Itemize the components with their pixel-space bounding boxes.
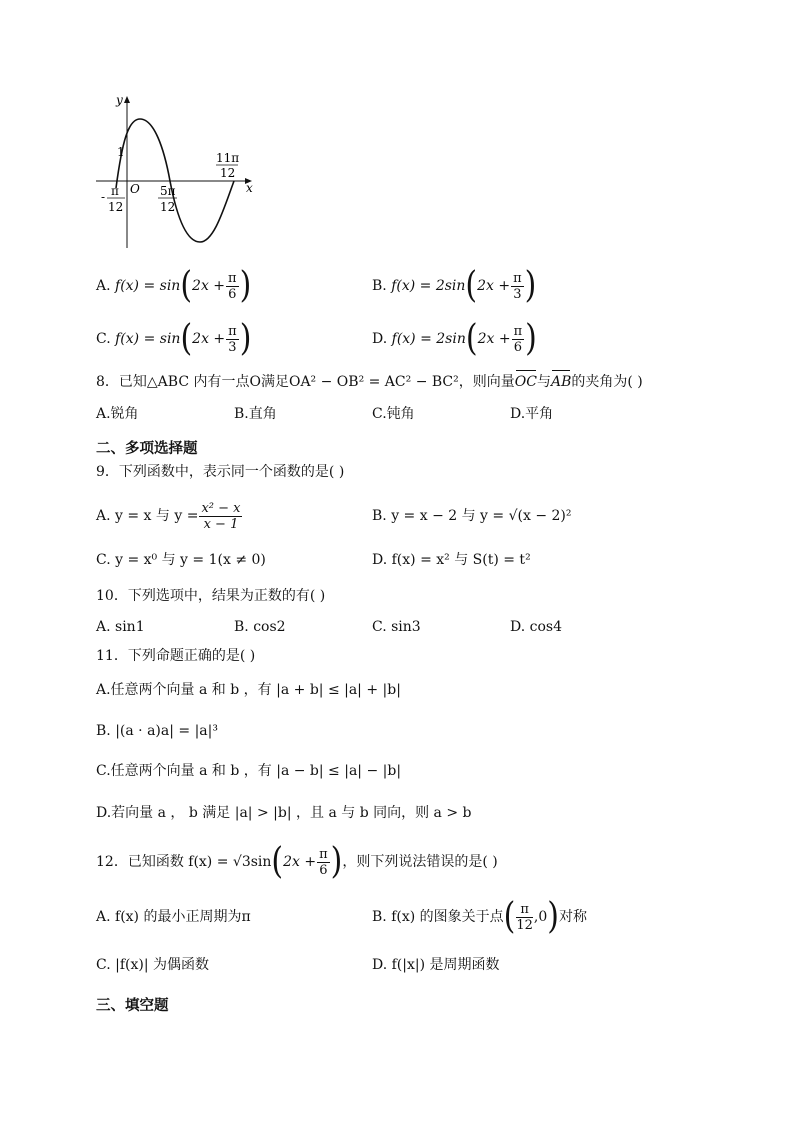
q11-option-c: C.任意两个向量 a 和 b ，有 |a − b| ≤ |a| − |b| <box>96 763 402 779</box>
q12-stem-func: 12．已知函数 f(x) = √3sin <box>96 854 272 870</box>
q8-option-a: A.锐角 <box>96 406 139 422</box>
q10-stem: 10．下列选项中，结果为正数的有( ) <box>96 588 326 604</box>
origin-label: O <box>130 182 140 196</box>
q7-a-num: π <box>228 270 237 286</box>
q10-option-b: B. cos2 <box>234 619 286 635</box>
q7-a-label: A. <box>96 278 111 294</box>
q10-option-a: A. sin1 <box>96 619 145 635</box>
right-root-den: 12 <box>220 166 236 180</box>
q8-stem <box>96 372 643 392</box>
q7-c-num: π <box>228 323 237 339</box>
q12-option-a: A. f(x) 的最小正周期为π <box>96 909 251 925</box>
q12-option-b: B. f(x) 的图象关于点( $\frac{\pi}{12}$ ,0)对称 <box>372 895 587 938</box>
q12-inner: 2x + <box>283 854 317 870</box>
q8-text-3: 的夹角为( ) <box>571 374 643 390</box>
q7-b-num: π <box>513 270 522 286</box>
section-2-title: 二、多项选择题 <box>96 440 198 457</box>
q7-d-label: D. <box>372 331 388 347</box>
q12-option-c: C. |f(x)| 为偶函数 <box>96 957 209 973</box>
q8-vector-oc: OC <box>514 374 537 390</box>
q9-stem: 9．下列函数中，表示同一个函数的是( ) <box>96 464 345 480</box>
q12-b-zero: ,0 <box>533 909 548 925</box>
q11-option-d: D.若向量 a ， b 满足 |a| > |b| ，且 a 与 b 同向，则 a > b <box>96 805 472 821</box>
sine-graph <box>92 88 262 253</box>
q7-option-c: C. f(x) = sin(2x + $\frac{\pi}{3}$ ) <box>96 317 252 360</box>
q7-option-d: D. f(x) = 2sin(2x + $\frac{\pi}{6}$ ) <box>372 317 537 360</box>
q11-option-b: B. |(a · a)a| = |a|³ <box>96 723 218 739</box>
q8-option-c: C.钝角 <box>372 406 415 422</box>
q8-vector-ab: AB <box>550 374 572 390</box>
q7-b-func: f(x) = 2sin <box>391 278 466 294</box>
mid-root-den: 12 <box>160 200 176 214</box>
q9-a-num: x² − x <box>201 500 241 516</box>
q7-a-den: 6 <box>228 286 237 302</box>
q9-option-a <box>96 496 243 536</box>
q7-b-den: 3 <box>513 286 522 302</box>
q11-stem: 11．下列命题正确的是( ) <box>96 648 256 664</box>
q7-d-den: 6 <box>513 339 522 355</box>
q7-a-func: f(x) = sin <box>115 278 181 294</box>
q12-stem: 12．已知函数 f(x) = √3sin(2x + $\frac{\pi}{6}$ )，则下列说法错误的是( ) <box>96 840 498 883</box>
q7-c-label: C. <box>96 331 111 347</box>
q12-stem-tail: ，则下列说法错误的是( ) <box>342 854 498 870</box>
q7-c-den: 3 <box>228 339 237 355</box>
q7-d-inner: 2x + <box>477 331 511 347</box>
q9-a-text: A. y = x 与 y = <box>96 508 199 524</box>
q7-b-label: B. <box>372 278 387 294</box>
q9-option-c: C. y = x⁰ 与 y = 1(x ≠ 0) <box>96 552 266 568</box>
q12-b-num: π <box>516 902 533 918</box>
q7-option-a: A. f(x) = sin(2x + $\frac{\pi}{6}$ ) <box>96 264 252 307</box>
q8-option-d: D.平角 <box>510 406 554 422</box>
q10-option-c: C. sin3 <box>372 619 421 635</box>
q8-text-1: 8．已知△ABC 内有一点O满足OA² − OB² = AC² − BC²，则向量 <box>96 374 515 390</box>
q12-num: π <box>319 846 328 862</box>
q7-option-b: B. f(x) = 2sin(2x + $\frac{\pi}{3}$ ) <box>372 264 537 307</box>
q7-d-num: π <box>513 323 523 339</box>
q8-text-2: 与 <box>536 374 551 390</box>
q7-c-func: f(x) = sin <box>115 331 181 347</box>
q8-option-b: B.直角 <box>234 406 277 422</box>
y-axis-label: y <box>116 93 123 107</box>
q12-b-tail: 对称 <box>558 909 587 925</box>
left-root-den: 12 <box>108 200 124 214</box>
q12-b-den: 12 <box>516 917 533 933</box>
y-intercept-label: 1 <box>117 145 125 159</box>
right-root-num: 11π <box>216 151 240 165</box>
q7-a-inner: 2x + <box>192 278 226 294</box>
left-root-minus: - <box>101 190 106 204</box>
q12-option-d: D. f(|x|) 是周期函数 <box>372 957 500 973</box>
q12-den: 6 <box>319 862 328 878</box>
q10-option-d: D. cos4 <box>510 619 562 635</box>
left-root-num: π <box>111 184 119 198</box>
q7-c-inner: 2x + <box>192 331 226 347</box>
mid-root-num: 5π <box>160 184 176 198</box>
q7-b-inner: 2x + <box>477 278 511 294</box>
q7-d-func: f(x) = 2sin <box>391 331 466 347</box>
q9-a-den: x − 1 <box>203 516 239 532</box>
section-3-title: 三、填空题 <box>96 997 169 1014</box>
x-axis-label: x <box>246 181 253 195</box>
q9-option-b: B. y = x − 2 与 y = √(x − 2)² <box>372 508 572 524</box>
q12-b-text: B. f(x) 的图象关于点 <box>372 909 504 925</box>
y-axis-arrow <box>124 96 130 103</box>
q9-option-d: D. f(x) = x² 与 S(t) = t² <box>372 552 531 568</box>
q11-option-a: A.任意两个向量 a 和 b ，有 |a + b| ≤ |a| + |b| <box>96 682 401 698</box>
